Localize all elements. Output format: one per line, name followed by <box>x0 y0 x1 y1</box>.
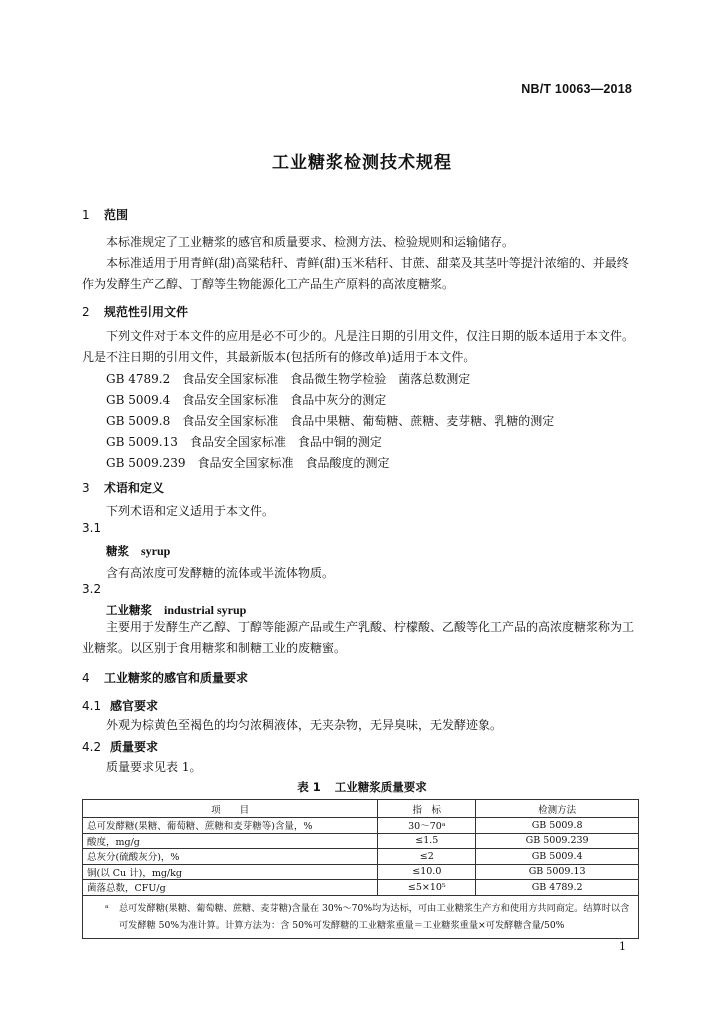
cell-spec: ≤1.5 <box>378 833 476 849</box>
table-row <box>83 818 639 834</box>
reference-item: GB 4789.2 食品安全国家标准 食品微生物学检验 菌落总数测定 <box>106 372 471 386</box>
cell-method: GB 5009.8 <box>476 818 639 834</box>
section-1-heading: 1 范围 <box>82 208 129 222</box>
cell-item: 铜(以 Cu 计)，mg/kg <box>83 864 378 880</box>
table-header-row <box>83 800 639 818</box>
cell-spec: ≤10.0 <box>378 864 476 880</box>
section-1-para-2: 本标准适用于用青鲜(甜)高粱秸秆、青鲜(甜)玉米秸秆、甘蔗、甜菜及其茎叶等提汁浓缩的、并最终作为发酵生产乙醇、丁醇等生物能源化工产品生产原料的高浓度糖浆。 <box>82 256 629 291</box>
header-item: 项 目 <box>83 800 378 818</box>
reference-item: GB 5009.8 食品安全国家标准 食品中果糖、葡萄糖、蔗糖、麦芽糖、乳糖的测定 <box>106 414 555 428</box>
cell-item: 菌落总数，CFU/g <box>83 880 378 896</box>
section-2-para-1: 下列文件对于本文件的应用是必不可少的。凡是注日期的引用文件，仅注日期的版本适用于本文件。凡是不注日期的引用文件，其最新版本(包括所有的修改单)适用于本文件。 <box>82 329 635 364</box>
section-4-2-heading: 4.2 质量要求 <box>82 740 159 754</box>
table-row <box>83 880 639 896</box>
quality-table <box>82 799 639 939</box>
reference-item: GB 5009.239 食品安全国家标准 食品酸度的测定 <box>106 456 390 470</box>
cell-item: 总可发酵糖(果糖、葡萄糖、蔗糖和麦芽糖等)含量，% <box>83 818 378 834</box>
document-title: 工业糖浆检测技术规程 <box>272 153 452 173</box>
cell-item: 酸度，mg/g <box>83 833 378 849</box>
page-number: 1 <box>619 940 626 953</box>
section-1-para-1: 本标准规定了工业糖浆的感官和质量要求、检测方法、检验规则和运输储存。 <box>106 235 515 249</box>
header-method: 检测方法 <box>476 800 639 818</box>
cell-method: GB 5009.239 <box>476 833 639 849</box>
reference-item: GB 5009.13 食品安全国家标准 食品中铜的测定 <box>106 435 382 449</box>
cell-item: 总灰分(硫酸灰分)，% <box>83 849 378 865</box>
cell-method: GB 5009.13 <box>476 864 639 880</box>
cell-spec: 30～70ᵃ <box>378 818 476 834</box>
clause-3-2-number: 3.2 <box>82 582 102 596</box>
table-row <box>83 864 639 880</box>
term-industrial-syrup-definition: 主要用于发酵生产乙醇、丁醇等能源产品或生产乳酸、柠檬酸、乙酸等化工产品的高浓度糖浆称为工业糖浆。以区别于食用糖浆和制糖工业的废糖蜜。 <box>82 620 635 655</box>
term-syrup-definition: 含有高浓度可发酵糖的流体或半流体物质。 <box>106 566 335 580</box>
section-4-heading: 4 工业糖浆的感官和质量要求 <box>82 671 249 685</box>
section-4-1-heading: 4.1 感官要求 <box>82 699 159 713</box>
section-3-para-1: 下列术语和定义适用于本文件。 <box>106 504 275 518</box>
reference-item: GB 5009.4 食品安全国家标准 食品中灰分的测定 <box>106 393 387 407</box>
table-note-row <box>83 895 639 938</box>
term-syrup: 糖浆 syrup <box>106 544 171 558</box>
section-2-heading: 2 规范性引用文件 <box>82 305 189 319</box>
table-footnote: ᵃ 总可发酵糖(果糖、葡萄糖、蔗糖、麦芽糖)含量在 30%～70%均为达标，可由工业糖浆生产方和使用方共同商定。结算时以含可发酵糖 50%为准计算。计算方法为：含 50%可发酵糖的工业糖浆重量＝工业糖浆重量×可发酵糖含量/50% <box>83 895 639 938</box>
term-industrial-syrup: 工业糖浆 industrial syrup <box>106 603 247 617</box>
section-4-1-text: 外观为棕黄色至褐色的均匀浓稠液体，无夹杂物，无异臭味，无发酵迹象。 <box>106 718 503 732</box>
table-row <box>83 833 639 849</box>
cell-spec: ≤5×10⁵ <box>378 880 476 896</box>
table-caption: 表 1 工业糖浆质量要求 <box>297 780 427 794</box>
cell-spec: ≤2 <box>378 849 476 865</box>
table-row <box>83 849 639 865</box>
standard-code: NB/T 10063—2018 <box>521 82 632 96</box>
header-spec: 指 标 <box>378 800 476 818</box>
clause-3-1-number: 3.1 <box>82 521 102 535</box>
section-4-2-text: 质量要求见表 1。 <box>106 760 202 774</box>
section-3-heading: 3 术语和定义 <box>82 481 165 495</box>
cell-method: GB 4789.2 <box>476 880 639 896</box>
cell-method: GB 5009.4 <box>476 849 639 865</box>
